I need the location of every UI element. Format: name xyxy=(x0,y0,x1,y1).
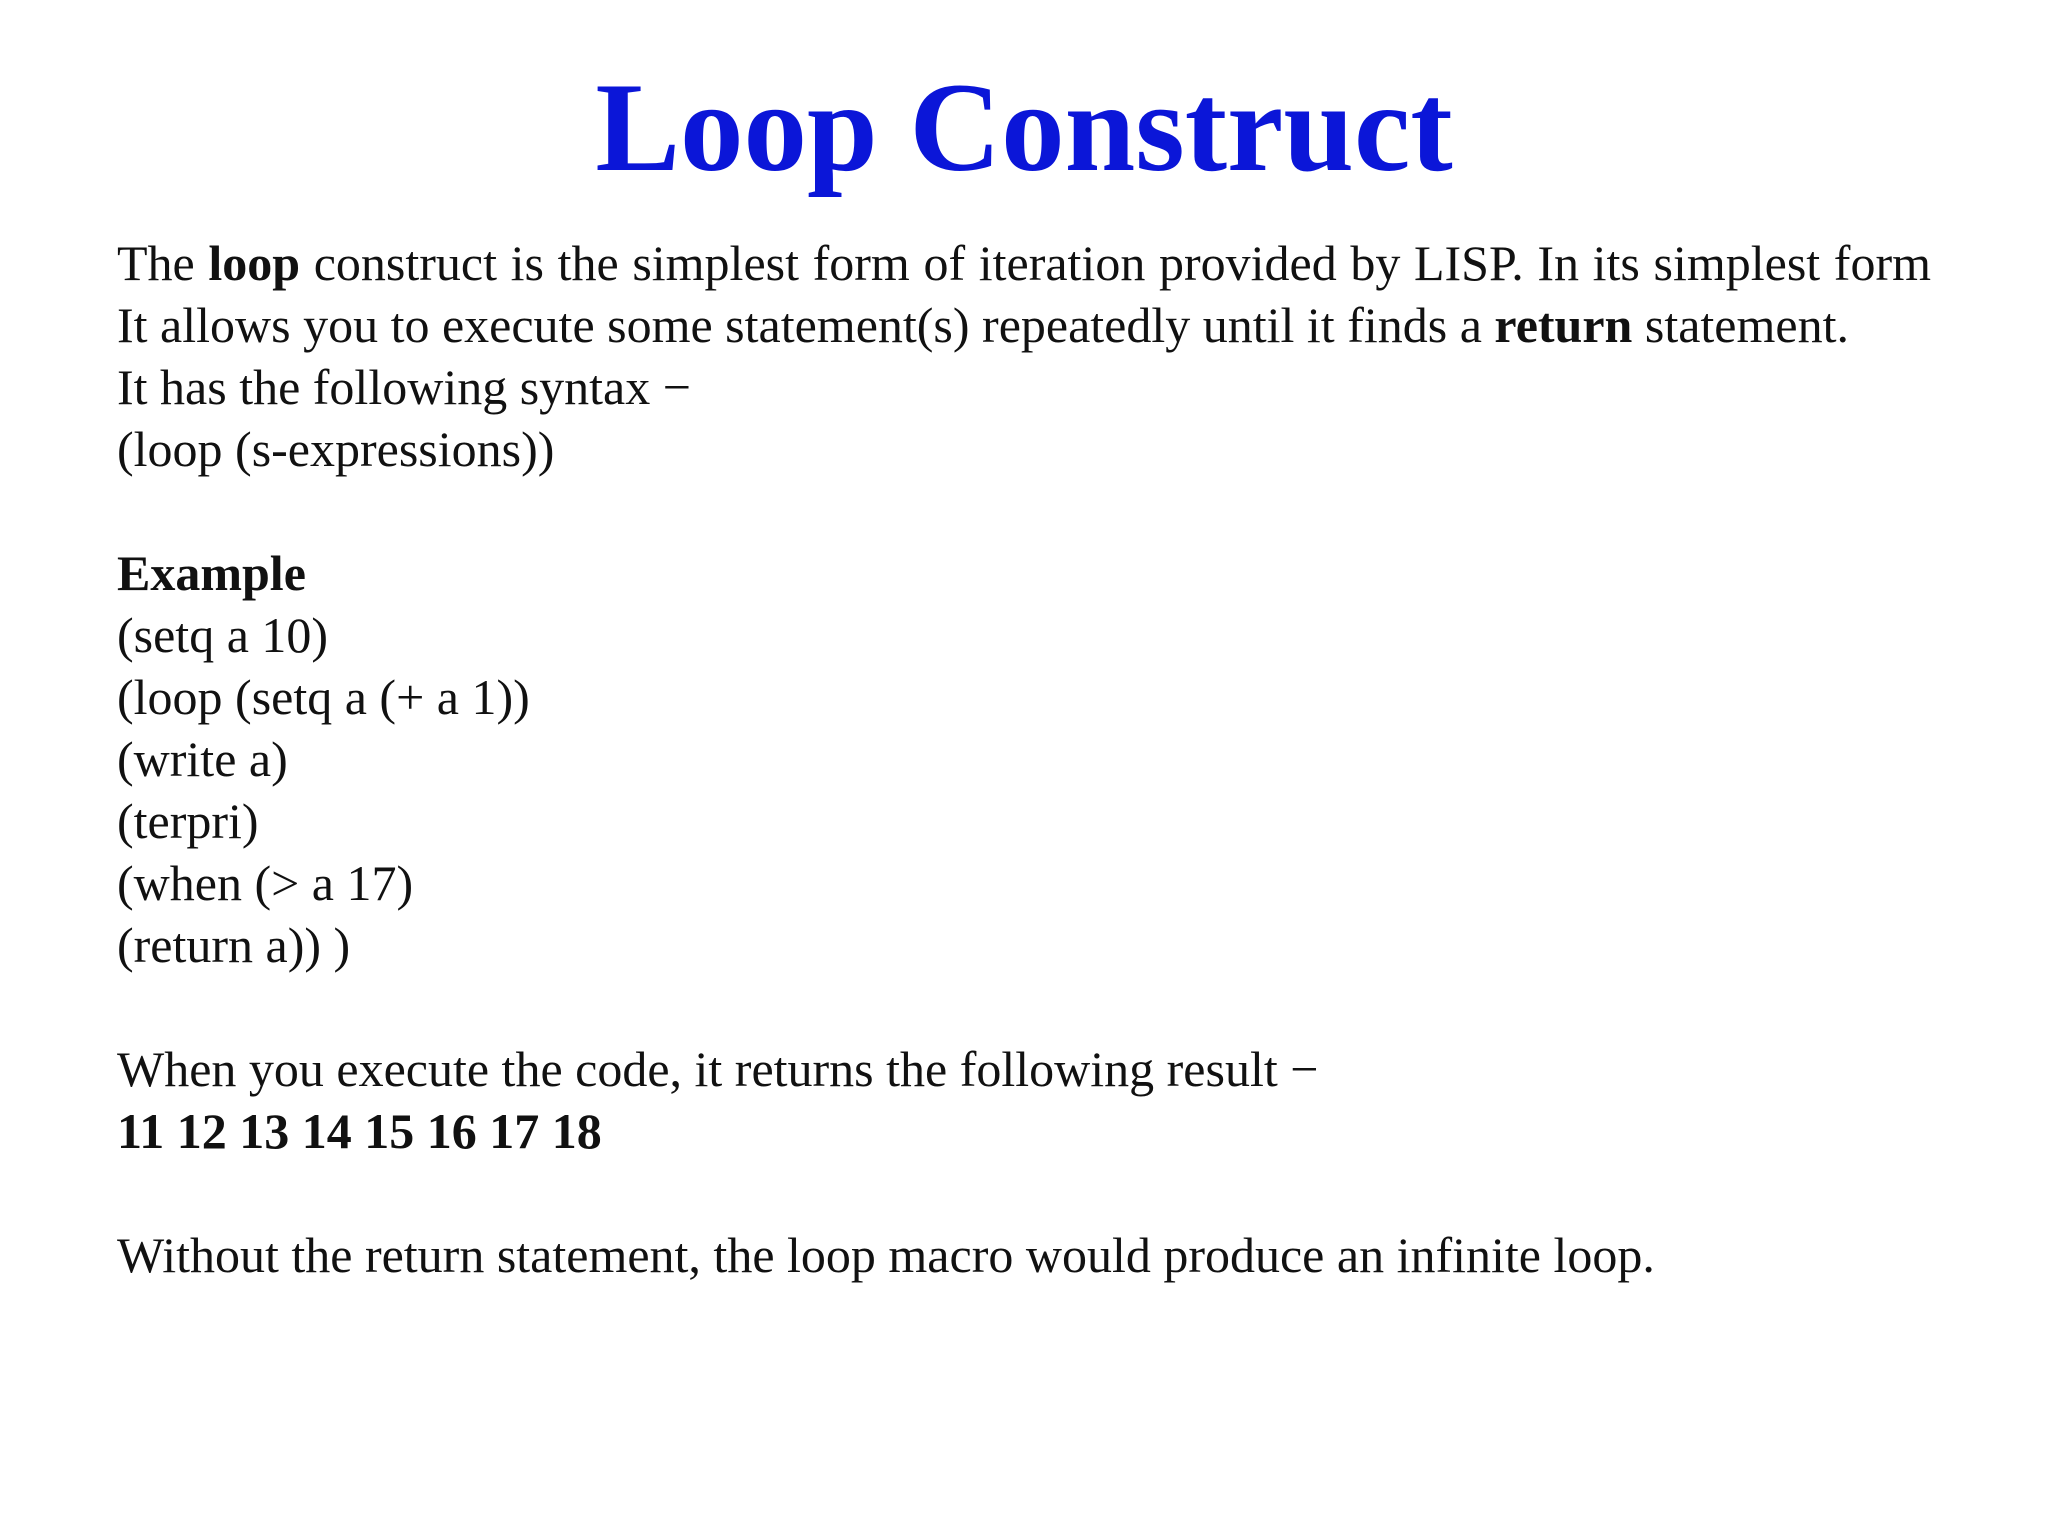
intro-text-2: construct is the simplest form of iteration provided by LISP. In its simplest form It allows you to execute some statement(s) repeatedly until it finds a xyxy=(117,235,1932,353)
keyword-loop: loop xyxy=(208,235,301,291)
result-output: 11 12 13 14 15 16 17 18 xyxy=(117,1103,602,1159)
code-line: (terpri) xyxy=(117,793,259,849)
code-line: (loop (setq a (+ a 1)) xyxy=(117,669,530,725)
syntax-line: (loop (s-expressions)) xyxy=(117,421,555,477)
intro-text-3: statement. xyxy=(1632,297,1849,353)
code-line: (write a) xyxy=(117,731,288,787)
syntax-intro: It has the following syntax − xyxy=(117,359,691,415)
spacer xyxy=(117,1162,1931,1224)
slide-content xyxy=(117,232,1931,1286)
code-line: (return a)) ) xyxy=(117,917,351,973)
keyword-return: return xyxy=(1494,297,1633,353)
code-line: (when (> a 17) xyxy=(117,855,414,911)
example-heading: Example xyxy=(117,545,306,601)
intro-paragraph xyxy=(117,232,1931,356)
conclusion-text: Without the return statement, the loop macro would produce an infinite loop. xyxy=(117,1227,1655,1283)
spacer xyxy=(117,480,1931,542)
intro-text-1: The xyxy=(117,235,209,291)
spacer xyxy=(117,976,1931,1038)
slide-title: Loop Construct xyxy=(595,58,1453,198)
code-line: (setq a 10) xyxy=(117,607,329,663)
result-intro: When you execute the code, it returns the following result − xyxy=(117,1041,1319,1097)
